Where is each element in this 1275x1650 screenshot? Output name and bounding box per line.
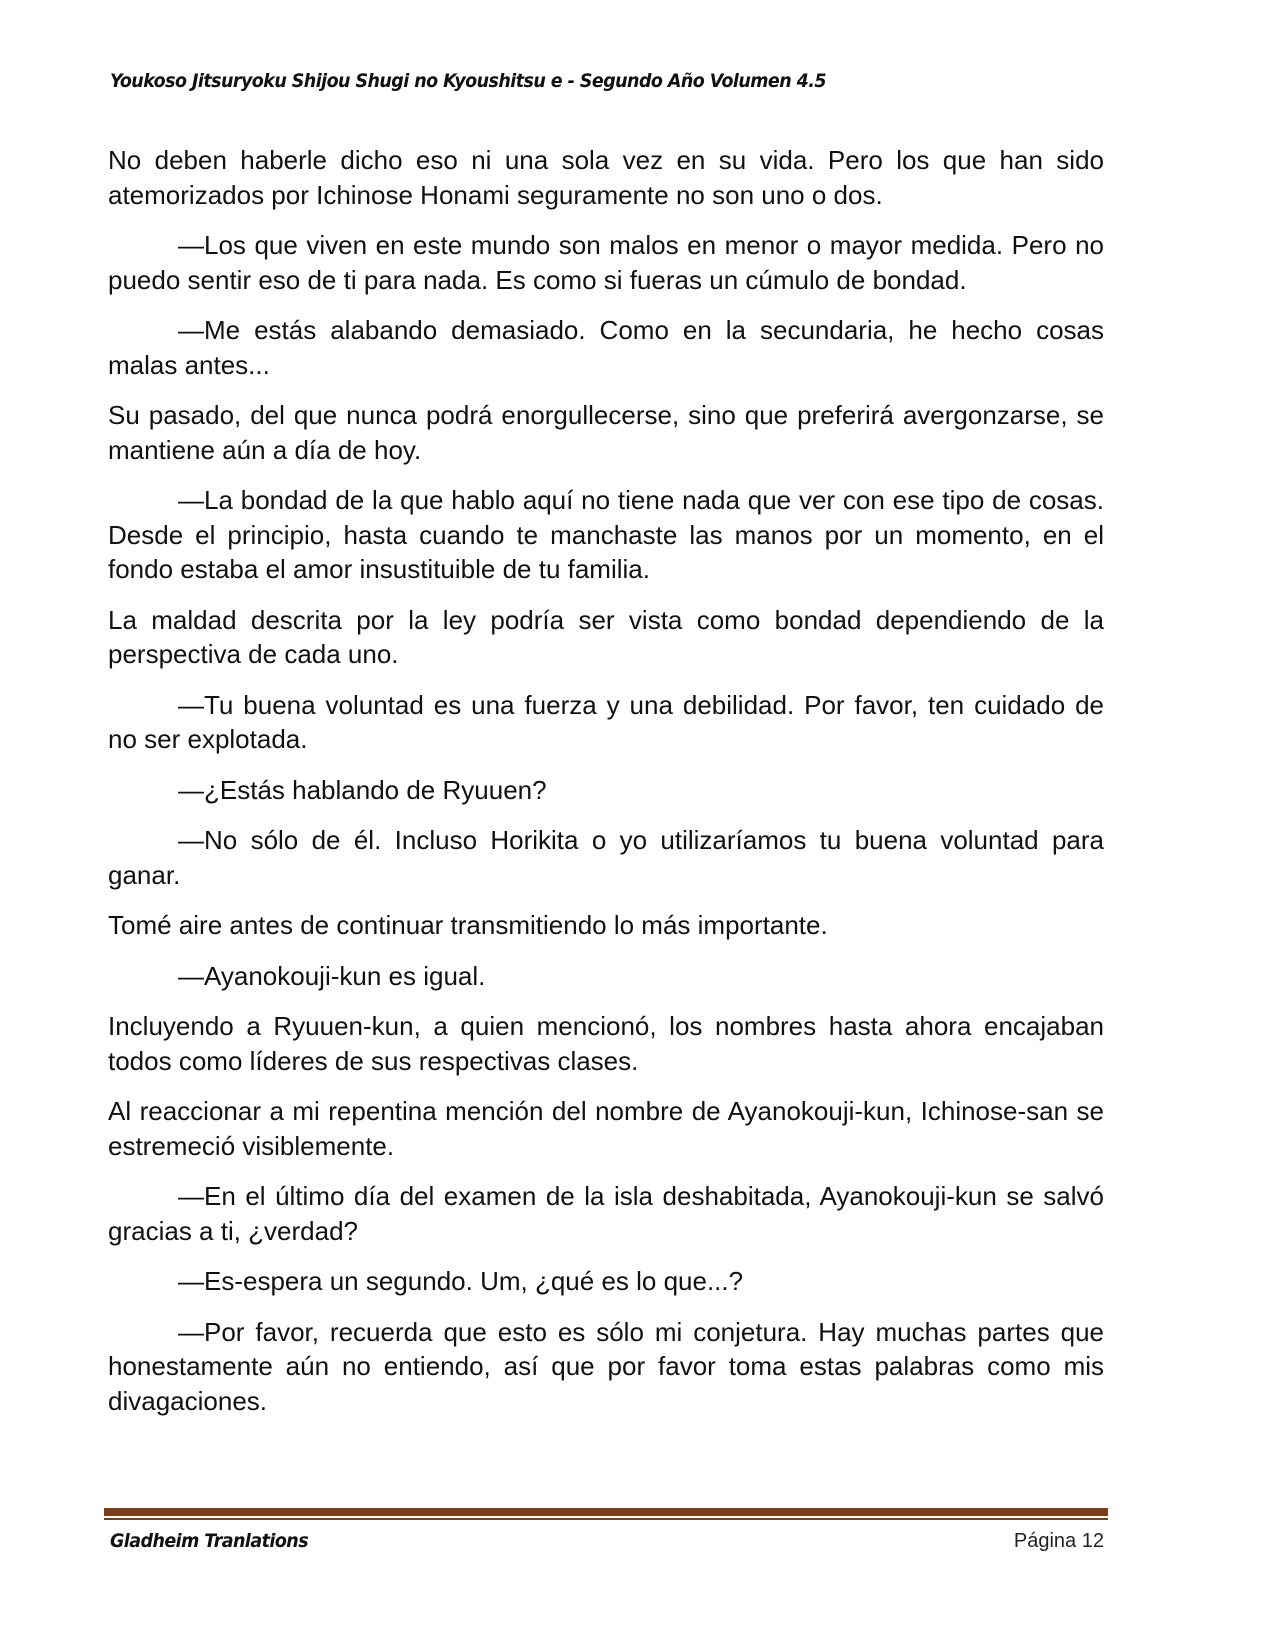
page-label: Página xyxy=(1013,1530,1077,1552)
footer-rule xyxy=(104,1508,1108,1516)
dialogue-paragraph: —Me estás alabando demasiado. Como en la secundaria, he hecho cosas malas antes... xyxy=(108,315,1104,380)
dialogue-paragraph: —Tu buena voluntad es una fuerza y una debilidad. Por favor, ten cuidado de no ser explotada. xyxy=(108,689,1104,754)
dialogue-paragraph: —En el último día del examen de la isla deshabitada, Ayanokouji-kun se salvó gracias a ti, ¿verdad? xyxy=(108,1181,1104,1246)
page-number xyxy=(1014,1530,1104,1553)
dialogue-paragraph: —No sólo de él. Incluso Horikita o yo utilizaríamos tu buena voluntad para ganar. xyxy=(108,825,1104,890)
dialogue-paragraph: —Es-espera un segundo. Um, ¿qué es lo que...? xyxy=(178,1266,744,1296)
narration-paragraph: La maldad descrita por la ley podría ser vista como bondad dependiendo de la perspectiva de cada uno. xyxy=(108,604,1104,669)
page-number-value: 12 xyxy=(1081,1530,1104,1552)
running-header: Youkoso Jitsuryoku Shijou Shugi no Kyoushitsu e - Segundo Año Volumen 4.5 xyxy=(110,70,826,92)
narration-paragraph: No deben haberle dicho eso ni una sola vez en su vida. Pero los que han sido atemorizados por Ichinose Honami seguramente no son uno o dos. xyxy=(108,145,1104,210)
dialogue-paragraph: —¿Estás hablando de Ryuuen? xyxy=(178,774,547,805)
dialogue-paragraph: —Por favor, recuerda que esto es sólo mi conjetura. Hay muchas partes que honestamente aún no entiendo, así que por favor toma estas palabras como mis divagaciones. xyxy=(108,1316,1104,1416)
dialogue-paragraph: —La bondad de la que hablo aquí no tiene nada que ver con ese tipo de cosas. Desde el principio, hasta cuando te manchaste las manos por un momento, en el fondo estaba el amor insustituible de tu familia. xyxy=(108,485,1104,584)
narration-paragraph: Su pasado, del que nunca podrá enorgullecerse, sino que preferirá avergonzarse, se mantiene aún a día de hoy. xyxy=(108,400,1104,465)
footer-rule-thin xyxy=(104,1518,1108,1520)
footer-translator: Gladheim Tranlations xyxy=(110,1530,309,1552)
dialogue-paragraph: —Los que viven en este mundo son malos en menor o mayor medida. Pero no puedo sentir eso de ti para nada. Es como si fueras un cúmulo de bondad. xyxy=(108,230,1104,295)
narration-paragraph: Tomé aire antes de continuar transmitiendo lo más importante. xyxy=(108,910,828,940)
page-body xyxy=(108,143,1104,1434)
dialogue-paragraph: —Ayanokouji-kun es igual. xyxy=(178,960,486,991)
narration-paragraph: Incluyendo a Ryuuen-kun, a quien mencionó, los nombres hasta ahora encajaban todos como líderes de sus respectivas clases. xyxy=(108,1011,1104,1076)
narration-paragraph: Al reaccionar a mi repentina mención del nombre de Ayanokouji-kun, Ichinose-san se estremeció visiblemente. xyxy=(108,1096,1104,1161)
